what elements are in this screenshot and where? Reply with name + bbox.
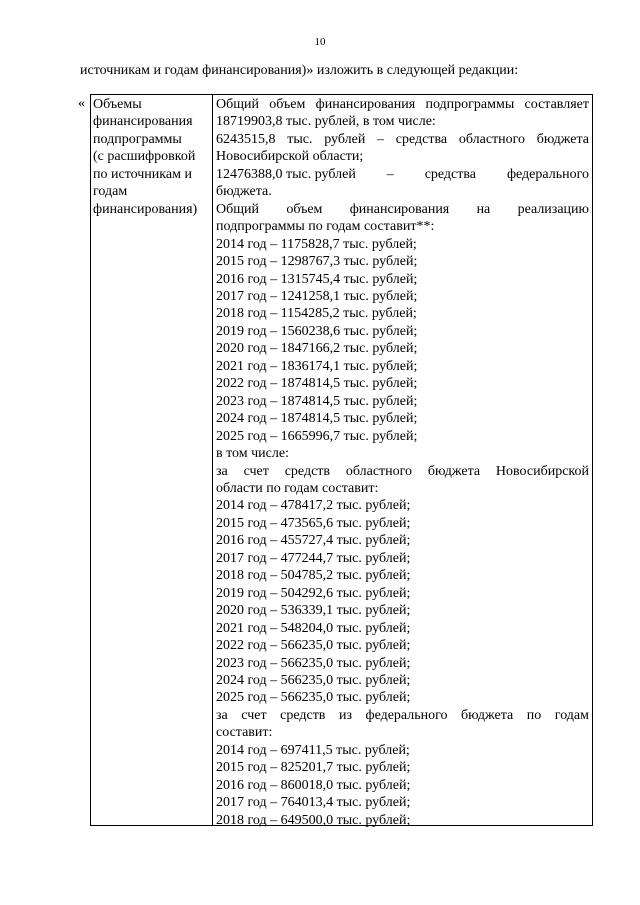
federal-heading-line: за счет средств из федерального бюджета по годам bbox=[216, 707, 589, 723]
label-line: по источникам и bbox=[93, 166, 192, 182]
federal-year-line: 2017 год – 764013,4 тыс. рублей; bbox=[216, 795, 411, 811]
total-by-years-line bbox=[216, 201, 589, 218]
financing-table bbox=[90, 94, 593, 826]
including-line: в том числе: bbox=[216, 446, 289, 462]
federal-heading-line: составит: bbox=[216, 725, 273, 741]
label-line: подпрограммы bbox=[93, 131, 182, 147]
regional-year-line: 2025 год – 566235,0 тыс. рублей; bbox=[216, 690, 411, 706]
total-by-years-word: Общий bbox=[216, 201, 259, 217]
regional-year-line: 2015 год – 473565,6 тыс. рублей; bbox=[216, 515, 411, 531]
intro-line: источникам и годам финансирования)» изложить в следующей редакции: bbox=[80, 63, 519, 78]
regional-year-line: 2018 год – 504785,2 тыс. рублей; bbox=[216, 568, 411, 584]
total-year-line: 2015 год – 1298767,3 тыс. рублей; bbox=[216, 254, 418, 270]
regional-year-line: 2022 год – 566235,0 тыс. рублей; bbox=[216, 638, 411, 654]
regional-year-line: 2017 год – 477244,7 тыс. рублей; bbox=[216, 550, 411, 566]
label-line: финансирования bbox=[93, 114, 193, 130]
total-year-line: 2022 год – 1874814,5 тыс. рублей; bbox=[216, 376, 418, 392]
label-line: (с расшифровкой bbox=[93, 149, 196, 165]
federal-budget-word: федерального bbox=[506, 166, 589, 182]
regional-budget-line: 6243515,8 тыс. рублей – средства областного бюджета bbox=[216, 131, 589, 147]
opening-quote-mark: « bbox=[78, 96, 85, 111]
regional-year-line: 2019 год – 504292,6 тыс. рублей; bbox=[216, 585, 411, 601]
regional-year-line: 2020 год – 536339,1 тыс. рублей; bbox=[216, 603, 411, 619]
federal-year-line: 2014 год – 697411,5 тыс. рублей; bbox=[216, 742, 410, 758]
regional-year-line: 2024 год – 566235,0 тыс. рублей; bbox=[216, 672, 411, 688]
total-by-years-word: на bbox=[476, 201, 491, 217]
total-year-line: 2019 год – 1560238,6 тыс. рублей; bbox=[216, 323, 418, 339]
regional-year-line: 2023 год – 566235,0 тыс. рублей; bbox=[216, 655, 411, 671]
total-year-line: 2014 год – 1175828,7 тыс. рублей; bbox=[216, 236, 417, 252]
total-year-line: 2016 год – 1315745,4 тыс. рублей; bbox=[216, 271, 418, 287]
table-value-cell bbox=[213, 95, 592, 828]
label-line: годам bbox=[93, 184, 128, 200]
regional-budget-line: Новосибирской области; bbox=[216, 149, 364, 165]
total-by-years-line: подпрограммы по годам составит**: bbox=[216, 219, 435, 235]
regional-year-line: 2014 год – 478417,2 тыс. рублей; bbox=[216, 498, 411, 514]
table-label-cell bbox=[91, 95, 213, 825]
federal-year-line: 2018 год – 649500,0 тыс. рублей; bbox=[216, 812, 411, 828]
total-by-years-word: реализацию bbox=[517, 201, 589, 217]
total-year-line: 2018 год – 1154285,2 тыс. рублей; bbox=[216, 306, 417, 322]
label-line: финансирования) bbox=[93, 201, 198, 217]
federal-budget-word: средства bbox=[424, 166, 477, 182]
total-year-line: 2021 год – 1836174,1 тыс. рублей; bbox=[216, 358, 418, 374]
regional-heading-line: за счет средств областного бюджета Новосибирской bbox=[216, 463, 589, 479]
federal-year-line: 2016 год – 860018,0 тыс. рублей; bbox=[216, 777, 411, 793]
federal-budget-word: 12476388,0 тыс. рублей bbox=[216, 166, 356, 182]
regional-year-line: 2021 год – 548204,0 тыс. рублей; bbox=[216, 620, 411, 636]
total-year-line: 2023 год – 1874814,5 тыс. рублей; bbox=[216, 393, 418, 409]
label-line: Объемы bbox=[93, 97, 142, 112]
total-volume-line: 18719903,8 тыс. рублей, в том числе: bbox=[216, 114, 436, 130]
federal-budget-line: бюджета. bbox=[216, 184, 272, 200]
total-volume-line: Общий объем финансирования подпрограммы составляет bbox=[216, 97, 589, 112]
regional-year-line: 2016 год – 455727,4 тыс. рублей; bbox=[216, 533, 411, 549]
page-number: 10 bbox=[314, 36, 326, 48]
total-year-line: 2024 год – 1874814,5 тыс. рублей; bbox=[216, 411, 418, 427]
total-year-line: 2017 год – 1241258,1 тыс. рублей; bbox=[216, 288, 418, 304]
total-by-years-word: объем bbox=[286, 201, 323, 217]
regional-heading-line: области по годам составит: bbox=[216, 480, 379, 496]
federal-budget-word: – bbox=[386, 166, 394, 182]
federal-year-line: 2015 год – 825201,7 тыс. рублей; bbox=[216, 760, 411, 776]
total-year-line: 2025 год – 1665996,7 тыс. рублей; bbox=[216, 428, 418, 444]
federal-budget-line bbox=[216, 166, 589, 183]
total-by-years-word: финансирования bbox=[349, 201, 450, 217]
total-year-line: 2020 год – 1847166,2 тыс. рублей; bbox=[216, 341, 418, 357]
